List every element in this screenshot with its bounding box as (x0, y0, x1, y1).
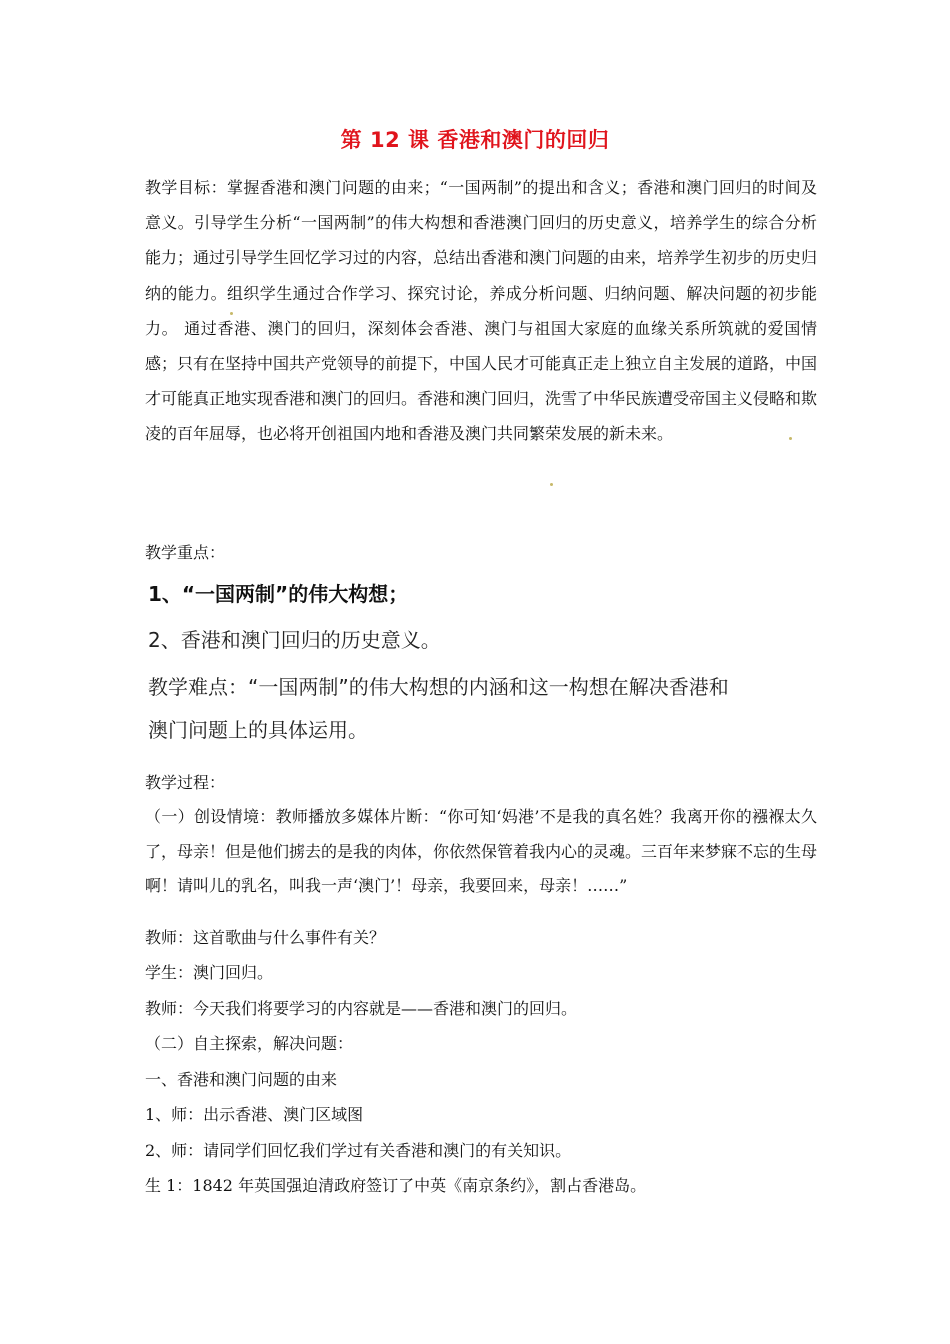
difficulty-line-2: 澳门问题上的具体运用。 (148, 718, 368, 742)
dialog-teacher-intro: 教师：今天我们将要学习的内容就是——香港和澳门的回归。 (145, 999, 578, 1018)
scan-speck (550, 483, 553, 486)
scan-speck (789, 437, 792, 440)
step-2: 2、师：请同学们回忆我们学过有关香港和澳门的有关知识。 (145, 1141, 572, 1160)
scan-speck (230, 312, 233, 315)
key-points-heading: 教学重点： (145, 543, 226, 562)
key-point-1: 1、“一国两制”的伟大构想； (148, 582, 409, 606)
dialog-teacher-question: 教师：这首歌曲与什么事件有关？ (145, 928, 386, 947)
difficulty-line-1: 教学难点：“一国两制”的伟大构想的内涵和这一构想在解决香港和 (148, 675, 729, 699)
process-heading: 教学过程： (145, 773, 226, 792)
step-1: 1、师：出示香港、澳门区域图 (145, 1105, 364, 1124)
student-answer-1: 生 1：1842 年英国强迫清政府签订了中英《南京条约》，割占香港岛。 (145, 1176, 647, 1195)
section-heading-2: （二）自主探索，解决问题： (145, 1034, 354, 1053)
teaching-objectives: 教学目标：掌握香港和澳门问题的由来；“一国两制”的提出和含义；香港和澳门回归的时间及意义。引导学生分析“一国两制”的伟大构想和香港澳门回归的历史意义，培养学生的综合分析能力；通过引导学生回忆学习过的内容，总结出香港和澳门问题的由来，培养学生初步的历史归纳的能力。组织学生通过合作学习、探究讨论，养成分析问题、归纳问题、解决问题的初步能力。 通过香港、澳门的回归，深刻体会香港、澳门与祖国大家庭的血缘关系所筑就的爱国情感；只有在坚持中国共产党领导的前提下，中国人民才可能真正走上独立自主发展的道路，中国才可能真正地实现香港和澳门的回归。香港和澳门回归，洗雪了中华民族遭受帝国主义侵略和欺凌的百年屈辱，也必将开创祖国内地和香港及澳门共同繁荣发展的新未来。 (145, 178, 818, 444)
dialog-student-answer: 学生：澳门回归。 (145, 963, 274, 982)
process-intro: （一）创设情境：教师播放多媒体片断：“你可知‘妈港’不是我的真名姓？我离开你的襁褓太久了，母亲！但是他们掳去的是我的肉体，你依然保管着我内心的灵魂。三百年来梦寐不忘的生母啊！请叫儿的乳名，叫我一声‘澳门’！母亲，我要回来，母亲！……” (145, 807, 818, 896)
lesson-title: 第 12 课 香港和澳门的回归 (340, 128, 610, 152)
subsection-heading-1: 一、香港和澳门问题的由来 (145, 1070, 338, 1089)
key-point-2: 2、香港和澳门回归的历史意义。 (148, 628, 441, 652)
